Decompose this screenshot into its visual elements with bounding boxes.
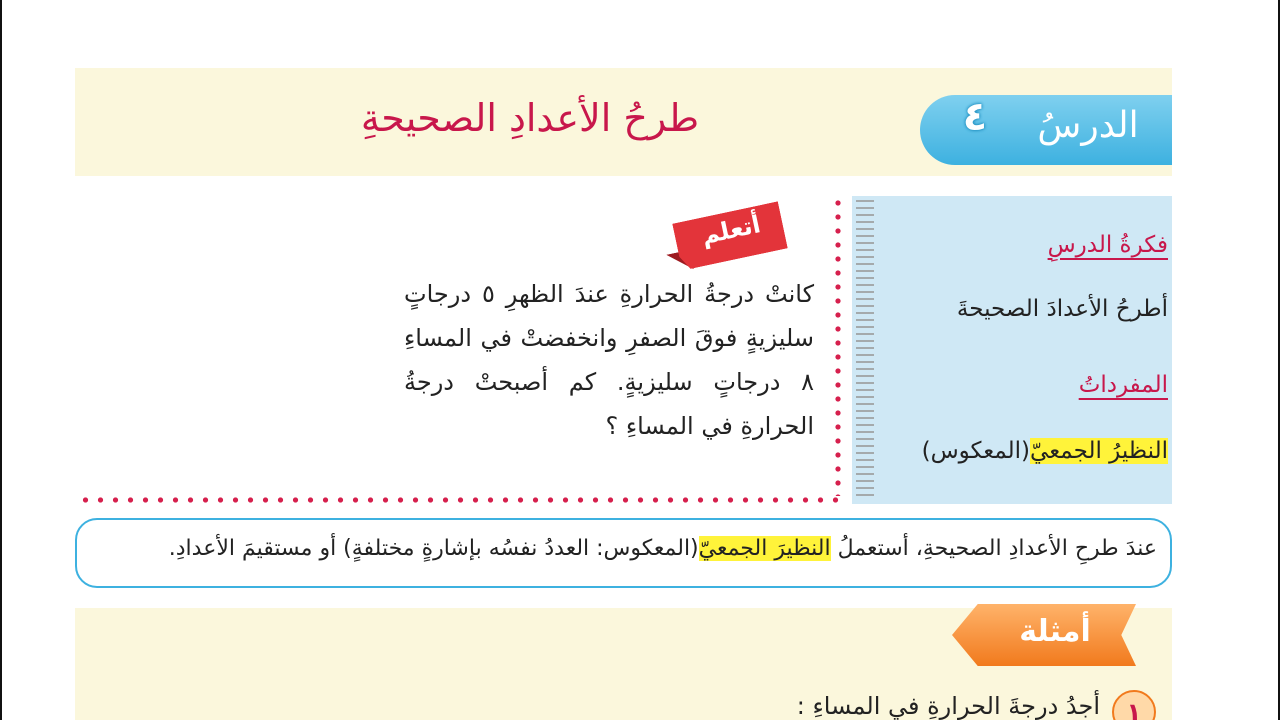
lesson-title: طرحُ الأعدادِ الصحيحةِ: [360, 96, 700, 140]
vocabulary-term: النظيرُ الجمعيّ: [1030, 438, 1168, 464]
vocabulary-item: [880, 438, 1168, 464]
lesson-number: ٤: [962, 94, 988, 140]
learn-problem-text: كانتْ درجةُ الحرارةِ عندَ الظهرِ ٥ درجاتٍ سليزيةٍ فوقَ الصفرِ وانخفضتْ في المساءِ ٨ درجاتٍ سليزيةٍ. كم أصبحتْ درجةُ الحرارةِ في المساءِ ؟: [404, 280, 814, 440]
example-number-badge: ١: [1112, 690, 1156, 720]
rule-text-part2: (المعكوس: العددُ نفسُه بإشارةٍ مختلفةٍ) أو مستقيمَ الأعدادِ.: [168, 536, 699, 561]
vocabulary-heading: المفرداتُ: [1078, 372, 1168, 398]
rule-text: [95, 536, 1157, 561]
learn-badge-label: أتعلم: [699, 210, 763, 250]
rule-text-part1: عندَ طرحِ الأعدادِ الصحيحةِ، أستعملُ: [830, 536, 1157, 561]
lesson-tab-label: الدرسُ: [1037, 105, 1139, 146]
vocabulary-note: (المعكوس): [921, 438, 1031, 464]
rule-highlight-term: النظيرَ الجمعيّ: [698, 536, 831, 561]
dotted-divider-vertical: [834, 196, 842, 496]
notebook-spiral-binding: [856, 200, 874, 500]
examples-label: أمثلة: [1019, 614, 1091, 649]
example-text: أجدُ درجةَ الحرارةِ في المساءِ :: [796, 692, 1100, 720]
idea-text: أطرحُ الأعدادَ الصحيحةَ: [956, 296, 1168, 322]
idea-heading: فكرةُ الدرسِ: [1047, 232, 1168, 258]
dotted-divider-horizontal: [75, 495, 843, 505]
page-left-border: [0, 0, 2, 720]
